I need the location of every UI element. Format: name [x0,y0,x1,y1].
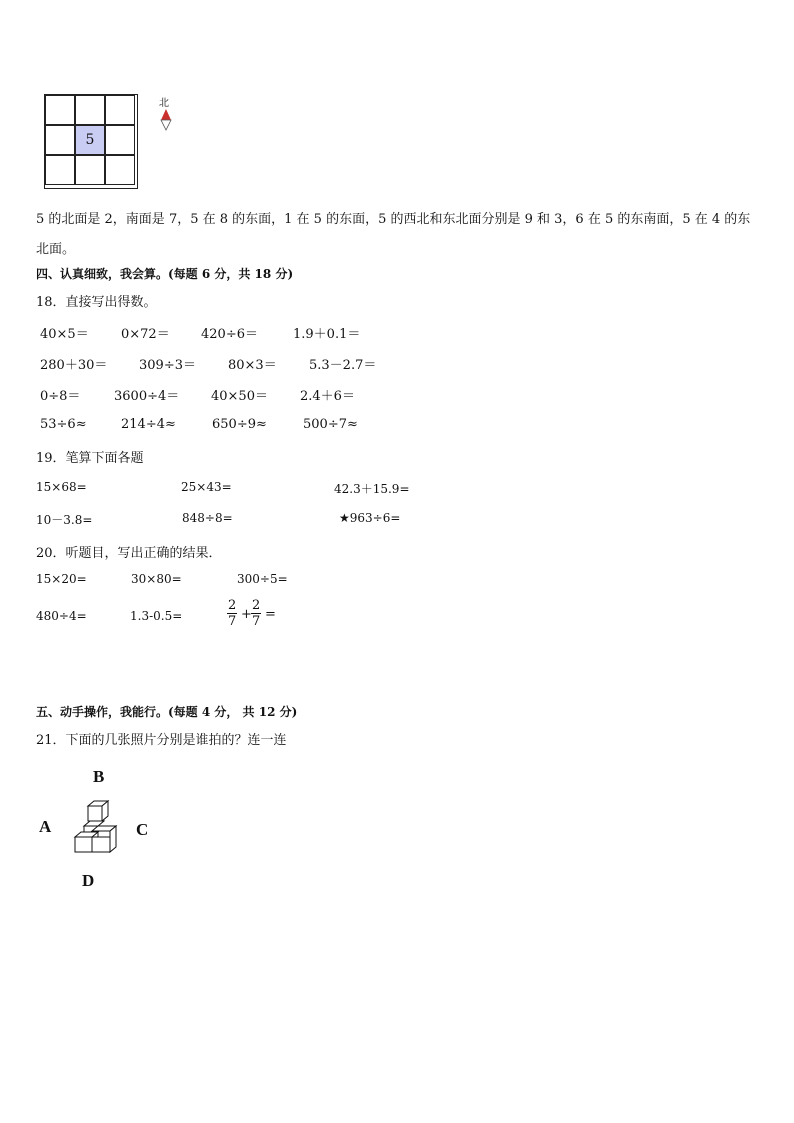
q20-item: 30×80= [131,572,182,586]
q18-item: 214÷4≈ [121,417,176,432]
q20-item: 300÷5= [237,572,288,586]
viewpoint-label-b: B [93,767,105,786]
q18-item: 500÷7≈ [303,417,358,432]
grid-cell [75,95,105,125]
fraction-a-numerator: 2 [228,598,237,613]
q20-item: 15×20= [36,572,87,586]
cube-stack-icon [70,800,122,856]
q20-title: 20．听题目，写出正确的结果． [36,546,222,561]
q18-item: 280＋30＝ [40,358,108,373]
q18-item: 5.3－2.7＝ [309,358,377,373]
grid-cell [105,125,135,155]
q18-item: 80×3＝ [228,358,277,373]
plus-sign: + [241,607,252,622]
answer-line-2: 北面。 [36,242,76,257]
q21-title: 21．下面的几张照片分别是谁拍的？连一连 [36,733,287,748]
q20-item: 480÷4= [36,609,87,623]
grid-cell [105,155,135,185]
viewpoint-label-a: A [39,817,52,836]
fraction-a [227,598,237,629]
grid-cell [105,95,135,125]
equals-sign: = [265,607,276,622]
compass-arrow-icon [158,108,174,132]
grid-cell [45,125,75,155]
q18-item: 3600÷4＝ [114,389,180,404]
q19-item: ★963÷6= [339,511,401,525]
fraction-b [251,598,261,629]
q18-item: 420÷6＝ [201,327,258,342]
compass-north-label: 北 [159,98,169,109]
q18-item: 2.4＋6＝ [300,389,355,404]
fraction-b-denominator: 7 [252,614,261,629]
fraction-a-denominator: 7 [228,614,237,629]
viewpoint-label-d: D [82,871,95,890]
direction-grid [44,94,138,189]
q19-item: 10－3.8= [36,513,93,527]
q18-item: 53÷6≈ [40,417,87,432]
grid-cell [45,95,75,125]
q18-item: 0÷8＝ [40,389,81,404]
q19-item: 15×68= [36,480,87,494]
q18-item: 40×50＝ [211,389,268,404]
section-4-heading: 四、认真细致，我会算。(每题 6 分，共 18 分) [36,267,294,281]
q18-title: 18．直接写出得数。 [36,295,157,310]
q19-item: 42.3＋15.9= [334,482,410,496]
answer-line-1: 5 的北面是 2，南面是 7，5 在 8 的东面，1 在 5 的东面，5 的西北和东北面分别是 9 和 3，6 在 5 的东南面，5 在 4 的东 [36,212,751,227]
q18-item: 1.9＋0.1＝ [293,327,361,342]
fraction-b-numerator: 2 [252,598,261,613]
q19-item: 25×43= [181,480,232,494]
q18-item: 0×72＝ [121,327,170,342]
q19-item: 848÷8= [182,511,233,525]
q20-item: 1.3-0.5= [130,609,183,623]
q18-item: 40×5＝ [40,327,89,342]
section-5-heading: 五、动手操作，我能行。(每题 4 分， 共 12 分) [36,705,298,719]
q19-title: 19．笔算下面各题 [36,451,144,466]
q18-item: 309÷3＝ [139,358,196,373]
viewpoint-label-c: C [136,820,149,839]
grid-cell [75,155,105,185]
grid-cell [45,155,75,185]
q18-item: 650÷9≈ [212,417,267,432]
grid-cell-center: 5 [75,125,105,155]
